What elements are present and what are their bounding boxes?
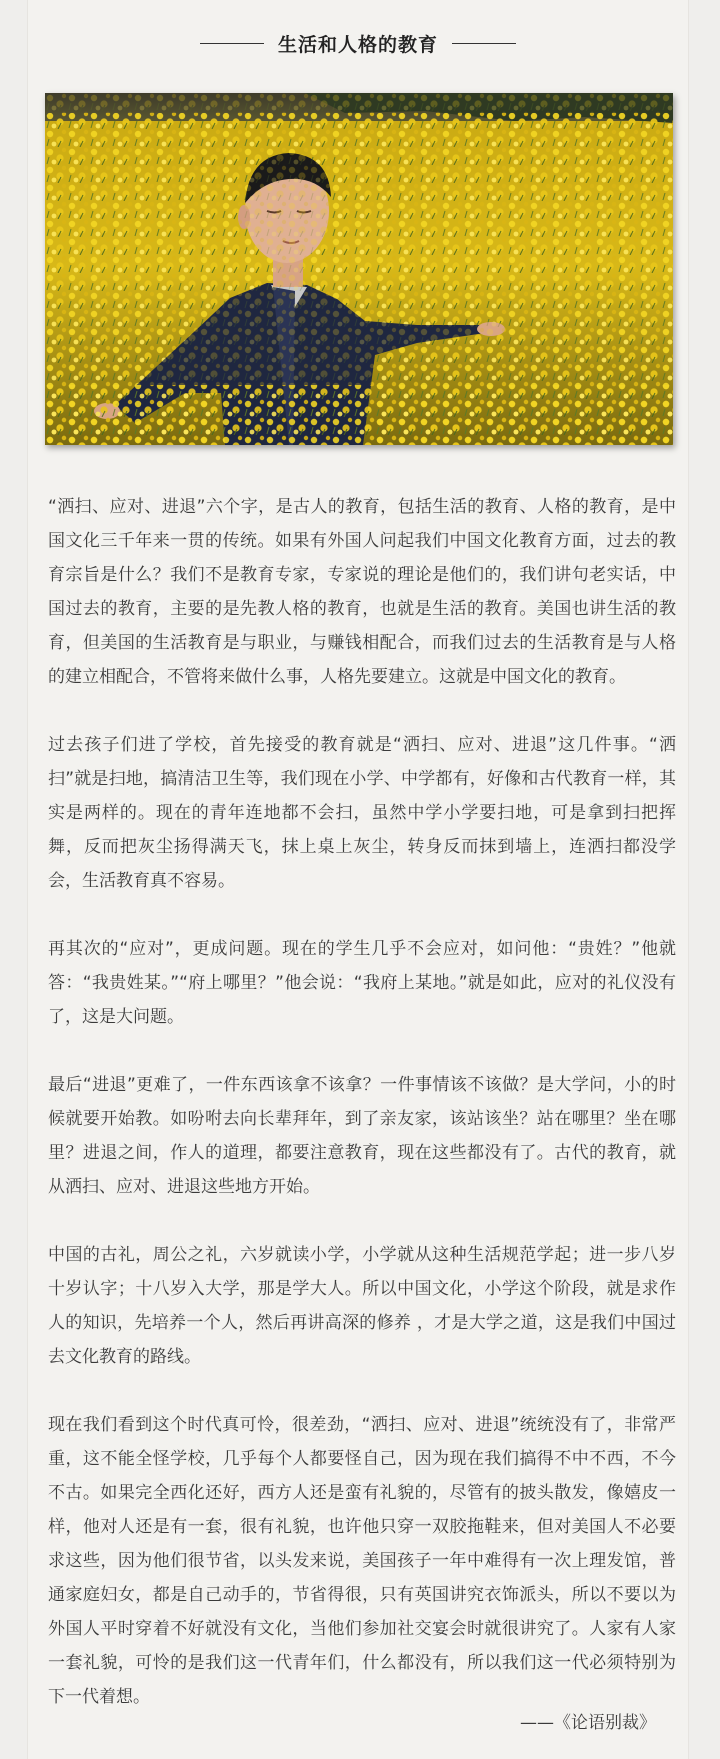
rapeseed-field-photo xyxy=(45,93,673,445)
source-citation: ——《论语别裁》 xyxy=(520,1713,656,1733)
article-body xyxy=(48,490,676,1748)
paragraph-4: 最后“进退”更难了，一件东西该拿不该拿？一件事情该不该做？是大学问，小的时候就要开始教。如吩咐去向长辈拜年，到了亲友家，该站该坐？站在哪里？坐在哪里？进退之间，作人的道理，都要注意教育，现在这些都没有了。古代的教育，就从洒扫、应对、进退这些地方开始。 xyxy=(48,1075,676,1197)
paragraph-1: “洒扫、应对、进退”六个字，是古人的教育，包括生活的教育、人格的教育，是中国文化三千年来一贯的传统。如果有外国人问起我们中国文化教育方面，过去的教育宗旨是什么？我们不是教育专家，专家说的理论是他们的，我们讲句老实话，中国过去的教育，主要的是先教人格的教育，也就是生活的教育。美国也讲生活的教育，但美国的生活教育是与职业，与赚钱相配合，而我们过去的生活教育是与人格的建立相配合，不管将来做什么事，人格先要建立。这就是中国文化的教育。 xyxy=(48,497,676,687)
heading-right-rule xyxy=(452,43,516,44)
heading-left-rule xyxy=(200,43,264,44)
article-title: 生活和人格的教育 xyxy=(277,34,438,56)
article-heading xyxy=(28,30,688,57)
paragraph-5: 中国的古礼，周公之礼，六岁就读小学，小学就从这种生活规范学起；进一步八岁十岁认字；十八岁入大学，那是学大人。所以中国文化，小学这个阶段，就是求作人的知识，先培养一个人，然后再讲高深的修养 ，才是大学之道，这是我们中国过去文化教育的路线。 xyxy=(48,1245,676,1367)
paragraph-3: 再其次的“应对”，更成问题。现在的学生几乎不会应对，如问他：“贵姓？”他就答：“我贵姓某。”“府上哪里？”他会说：“我府上某地。”就是如此，应对的礼仪没有了，这是大问题。 xyxy=(48,939,676,1027)
paragraph-2: 过去孩子们进了学校，首先接受的教育就是“洒扫、应对、进退”这几件事。“洒扫”就是扫地，搞清洁卫生等，我们现在小学、中学都有，好像和古代教育一样，其实是两样的。现在的青年连地都不会扫，虽然中学小学要扫地，可是拿到扫把挥舞，反而把灰尘扬得满天飞，抹上桌上灰尘，转身反而抹到墙上，连洒扫都没学会，生活教育真不容易。 xyxy=(48,735,676,891)
article-page xyxy=(28,0,688,1759)
paragraph-6: 现在我们看到这个时代真可怜，很差劲，“洒扫、应对、进退”统统没有了，非常严重，这不能全怪学校，几乎每个人都要怪自己，因为现在我们搞得不中不西，不今不古。如果完全西化还好，西方人还是蛮有礼貌的，尽管有的披头散发，像嬉皮一样，他对人还是有一套，很有礼貌，也许他只穿一双胶拖鞋来，但对美国人不必要求这些，因为他们很节省，以头发来说，美国孩子一年中难得有一次上理发馆，普通家庭妇女，都是自己动手的，节省得很，只有英国讲究衣饰派头，所以不要以为外国人平时穿着不好就没有文化，当他们参加社交宴会时就很讲究了。人家有人家一套礼貌，可怜的是我们这一代青年们，什么都没有，所以我们这一代必须特别为下一代着想。 xyxy=(48,1415,676,1707)
